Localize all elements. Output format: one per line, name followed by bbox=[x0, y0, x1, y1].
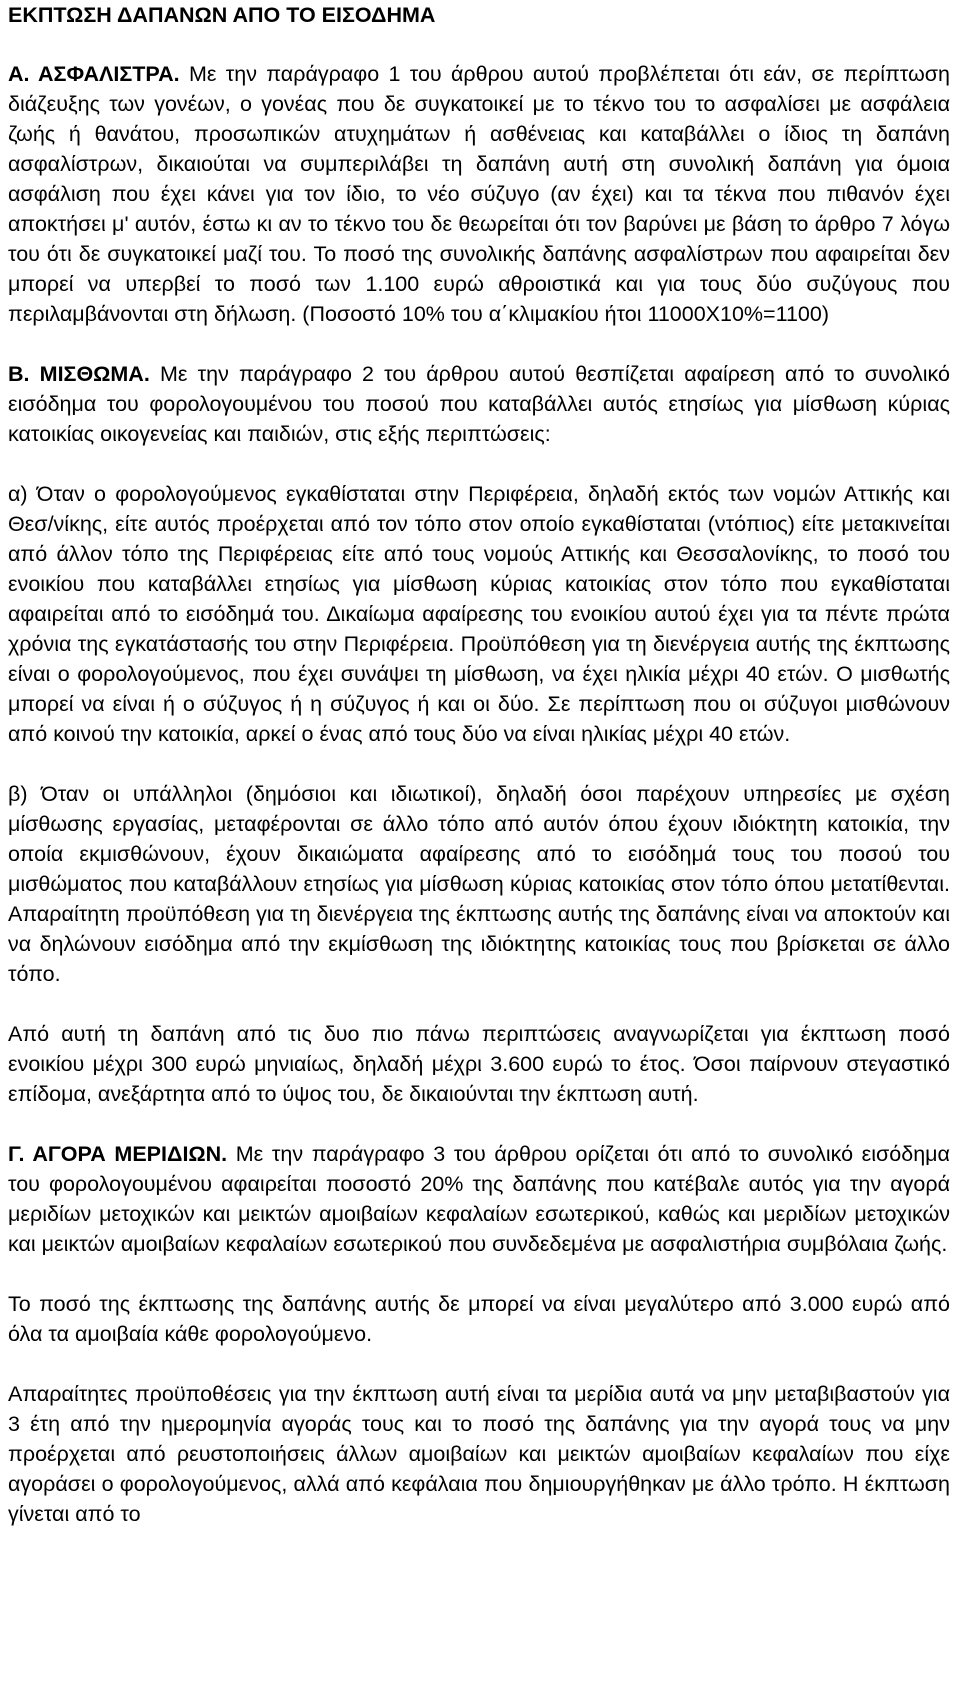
section-c-heading: Γ. ΑΓΟΡΑ ΜΕΡΙΔΙΩΝ. bbox=[8, 1142, 228, 1166]
section-b-rent bbox=[8, 359, 950, 449]
section-b-heading: Β. ΜΙΣΘΩΜΑ. bbox=[8, 362, 150, 386]
section-a-heading: Α. ΑΣΦΑΛΙΣΤΡΑ. bbox=[8, 62, 180, 86]
section-b-limit: Από αυτή τη δαπάνη από τις δυο πιο πάνω περιπτώσεις αναγνωρίζεται για έκπτωση ποσό ενοικίου μέχρι 300 ευρώ μηνιαίως, δηλαδή μέχρι 3.600 ευρώ το έτος. Όσοι παίρνουν στεγαστικό επίδομα, ανεξάρτητα από το ύψος του, δε δικαιούνται την έκπτωση αυτή. bbox=[8, 1022, 950, 1106]
section-b-text: Με την παράγραφο 2 του άρθρου αυτού θεσπίζεται αφαίρεση από το συνολικό εισόδημα του φορολογουμένου του ποσού που καταβάλλει αυτός ετησίως για μίσθωση κύριας κατοικίας οικογενείας και παιδιών, στις εξής περιπτώσεις: bbox=[8, 362, 950, 446]
section-b-case-b: β) Όταν οι υπάλληλοι (δημόσιοι και ιδιωτικοί), δηλαδή όσοι παρέχουν υπηρεσίες με σχέση μίσθωσης εργασίας, μεταφέρονται σε άλλο τόπο από αυτόν όπου έχουν ιδιόκτητη κατοικία, την οποία εκμισθώνουν, έχουν δικαιώματα αφαίρεσης από το εισόδημά τους του ποσού του μισθώματος που καταβάλλουν ετησίως για μίσθωση κύριας κατοικίας στον τόπο όπου μετατίθενται. Απαραίτητη προϋπόθεση για τη διενέργεια της έκπτωσης αυτής της δαπάνης είναι να αποκτούν και να δηλώνουν εισόδημα από την εκμίσθωση της ιδιόκτητης κατοικίας τους που βρίσκεται σε άλλο τόπο. bbox=[8, 782, 950, 986]
section-c-text: Με την παράγραφο 3 του άρθρου ορίζεται ότι από το συνολικό εισόδημα του φορολογουμένου αφαιρείται ποσοστό 20% της δαπάνης που κατέβαλε αυτός για την αγορά μεριδίων μετοχικών και μεικτών αμοιβαίων κεφαλαίων εσωτερικού, καθώς και μεριδίων μετοχικών και μεικτών αμοιβαίων κεφαλαίων εσωτερικού που συνδεδεμένα με ασφαλιστήρια συμβόλαια ζωής. bbox=[8, 1142, 950, 1256]
section-c-conditions: Απαραίτητες προϋποθέσεις για την έκπτωση αυτή είναι τα μερίδια αυτά να μην μεταβιβαστούν για 3 έτη από την ημερομηνία αγοράς τους και το ποσό της δαπάνης για την αγορά τους να μην προέρχεται από ρευστοποιήσεις άλλων αμοιβαίων και μεικτών αμοιβαίων κεφαλαίων που είχε αγοράσει ο φορολογούμενος, αλλά από κεφάλαια που δημιουργήθηκαν με άλλο τρόπο. Η έκπτωση γίνεται από το bbox=[8, 1382, 950, 1526]
section-a-text: Με την παράγραφο 1 του άρθρου αυτού προβλέπεται ότι εάν, σε περίπτωση διάζευξης των γονέων, ο γονέας που δε συγκατοικεί με το τέκνο του το ασφαλίσει με ασφάλεια ζωής ή θανάτου, προσωπικών ατυχημάτων ή ασθένειας και καταβάλλει ο ίδιος τη δαπάνη ασφαλίστρων, δικαιούται να συμπεριλάβει τη δαπάνη αυτή στη συνολική δαπάνη για όμοια ασφάλιση που έχει κάνει για τον ίδιο, το νέο σύζυγο (αν έχει) και τα τέκνα που πιθανόν έχει αποκτήσει μ' αυτόν, έστω κι αν το τέκνο του δε θεωρείται ότι τον βαρύνει με βάση το άρθρο 7 λόγω του ότι δε συγκατοικεί μαζί του. Το ποσό της συνολικής δαπάνης ασφαλίστρων που αφαιρείται δεν μπορεί να υπερβεί το ποσό των 1.100 ευρώ αθροιστικά και για τους δύο συζύγους που περιλαμβάνονται στη δήλωση. (Ποσοστό 10% του α΄κλιμακίου ήτοι 11000Χ10%=1100) bbox=[8, 62, 951, 326]
document-title: ΕΚΠΤΩΣΗ ΔΑΠΑΝΩΝ ΑΠΟ ΤΟ ΕΙΣΟΔΗΜΑ bbox=[8, 3, 436, 27]
section-b-case-a: α) Όταν ο φορολογούμενος εγκαθίσταται στην Περιφέρεια, δηλαδή εκτός των νομών Αττικής και Θεσ/νίκης, είτε αυτός προέρχεται από τον τόπο στον οποίο εγκαθίσταται (ντόπιος) είτε μετακινείται από άλλον τόπο της Περιφέρειας είτε από τους νομούς Αττικής και Θεσσαλονίκης, το ποσό του ενοικίου που καταβάλλει ετησίως για μίσθωση κύριας κατοικίας στον τόπο που εγκαθίσταται αφαιρείται από το εισόδημά του. Δικαίωμα αφαίρεσης του ενοικίου αυτού έχει για τα πέντε πρώτα χρόνια της εγκατάστασής του στην Περιφέρεια. Προϋπόθεση για τη διενέργεια αυτής της έκπτωσης είναι ο φορολογούμενος, που έχει συνάψει τη μίσθωση, να έχει ηλικία μέχρι 40 ετών. Ο μισθωτής μπορεί να είναι ή ο σύζυγος ή η σύζυγος ή και οι δύο. Σε περίπτωση που οι σύζυγοι μισθώνουν από κοινού την κατοικία, αρκεί ο ένας από τους δύο να είναι ηλικίας μέχρι 40 ετών. bbox=[8, 482, 950, 746]
section-c-shares bbox=[8, 1139, 950, 1259]
section-c-limit: Το ποσό της έκπτωσης της δαπάνης αυτής δε μπορεί να είναι μεγαλύτερο από 3.000 ευρώ από όλα τα αμοιβαία κάθε φορολογούμενο. bbox=[8, 1292, 950, 1346]
section-a-insurance bbox=[8, 59, 950, 329]
